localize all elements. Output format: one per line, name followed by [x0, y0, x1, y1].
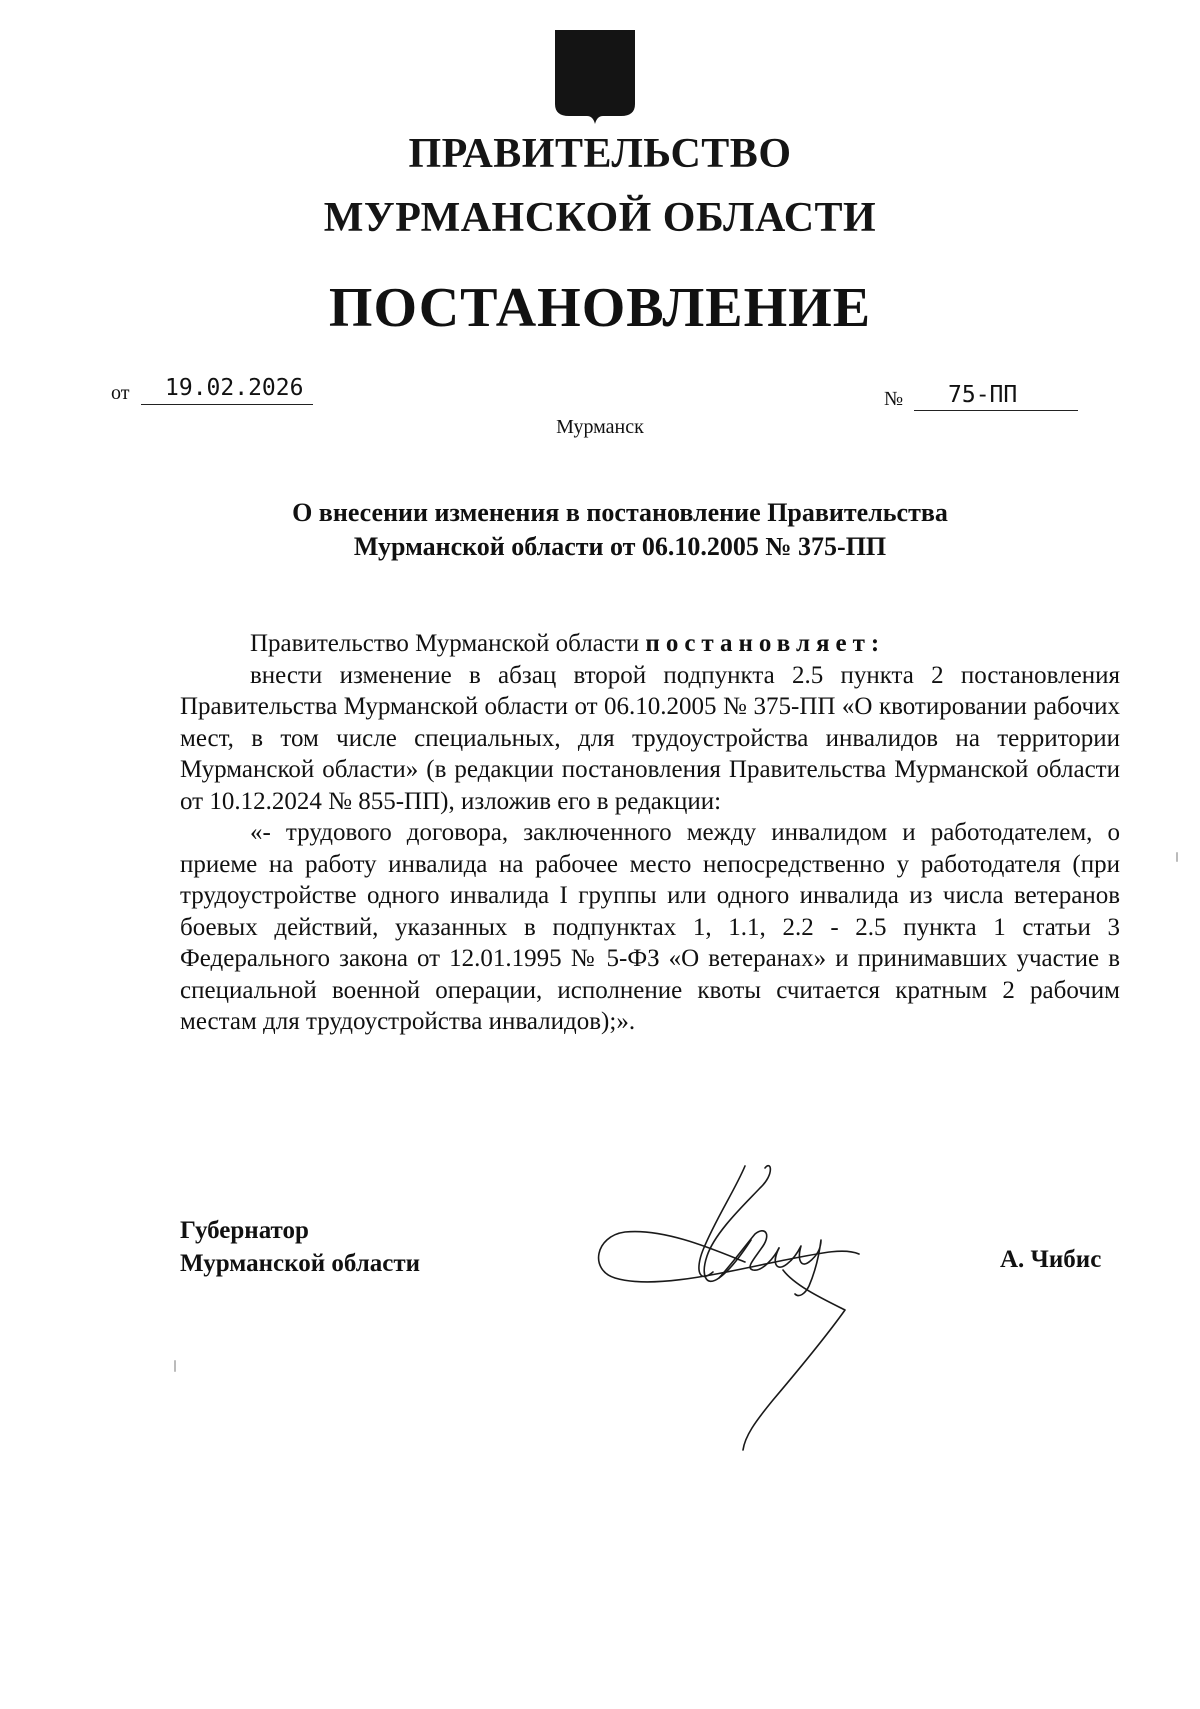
- coat-of-arms-icon: [553, 28, 637, 126]
- intro-paragraph: [180, 628, 1120, 660]
- signatory-name: А. Чибис: [1000, 1246, 1102, 1273]
- scan-speck: [174, 1360, 176, 1372]
- scan-speck: [1176, 852, 1178, 862]
- city: Мурманск: [556, 416, 644, 438]
- intro-text: Правительство Мурманской области: [250, 630, 646, 657]
- number-value: 75-ПП: [914, 384, 1078, 411]
- signatory-title-line1: Губернатор: [180, 1217, 309, 1244]
- handwritten-signature: [595, 1160, 945, 1460]
- document-number: [884, 384, 1084, 416]
- document-type: ПОСТАНОВЛЕНИЕ: [328, 277, 872, 339]
- organization-name-line2: МУРМАНСКОЙ ОБЛАСТИ: [323, 195, 877, 241]
- date-prefix: от: [111, 382, 130, 404]
- number-prefix: №: [884, 388, 904, 410]
- document-date: [111, 376, 311, 408]
- organization-name-line1: ПРАВИТЕЛЬСТВО: [408, 131, 792, 177]
- signatory-title: [180, 1214, 420, 1280]
- intro-verb: постановляет:: [645, 630, 886, 657]
- subject-line1: О внесении изменения в постановление Правительства: [292, 498, 948, 527]
- signatory-title-line2: Мурманской области: [180, 1250, 421, 1277]
- date-value: 19.02.2026: [141, 376, 313, 405]
- body-paragraph-2: «- трудового договора, заключенного между инвалидом и работодателем, о приеме на работу инвалида на рабочее место непосредственно у работодателя (при трудоустройстве одного инвалида I группы или одного инвалида из числа ветеранов боевых действий, указанных в подпунктах 1, 1.1, 2.2 - 2.5 пункта 1 статьи 3 Федерального закона от 12.01.1995 № 5-ФЗ «О ветеранах» и принимавших участие в специальной военной операции, исполнение квоты считается кратным 2 рабочим местам для трудоустройства инвалидов);».: [180, 819, 1120, 1035]
- subject-line2: Мурманской области от 06.10.2005 № 375-ПП: [353, 532, 887, 561]
- document-subject: [200, 496, 1040, 564]
- body-paragraph-1: внести изменение в абзац второй подпункта 2.5 пункта 2 постановления Правительства Мурманской области от 06.10.2005 № 375-ПП «О квотировании рабочих мест, в том числе специальных, для трудоустройства инвалидов на территории Мурманской области» (в редакции постановления Правительства Мурманской области от 10.12.2024 № 855-ПП), изложив его в редакции:: [180, 661, 1120, 815]
- document-body: [180, 628, 1120, 1038]
